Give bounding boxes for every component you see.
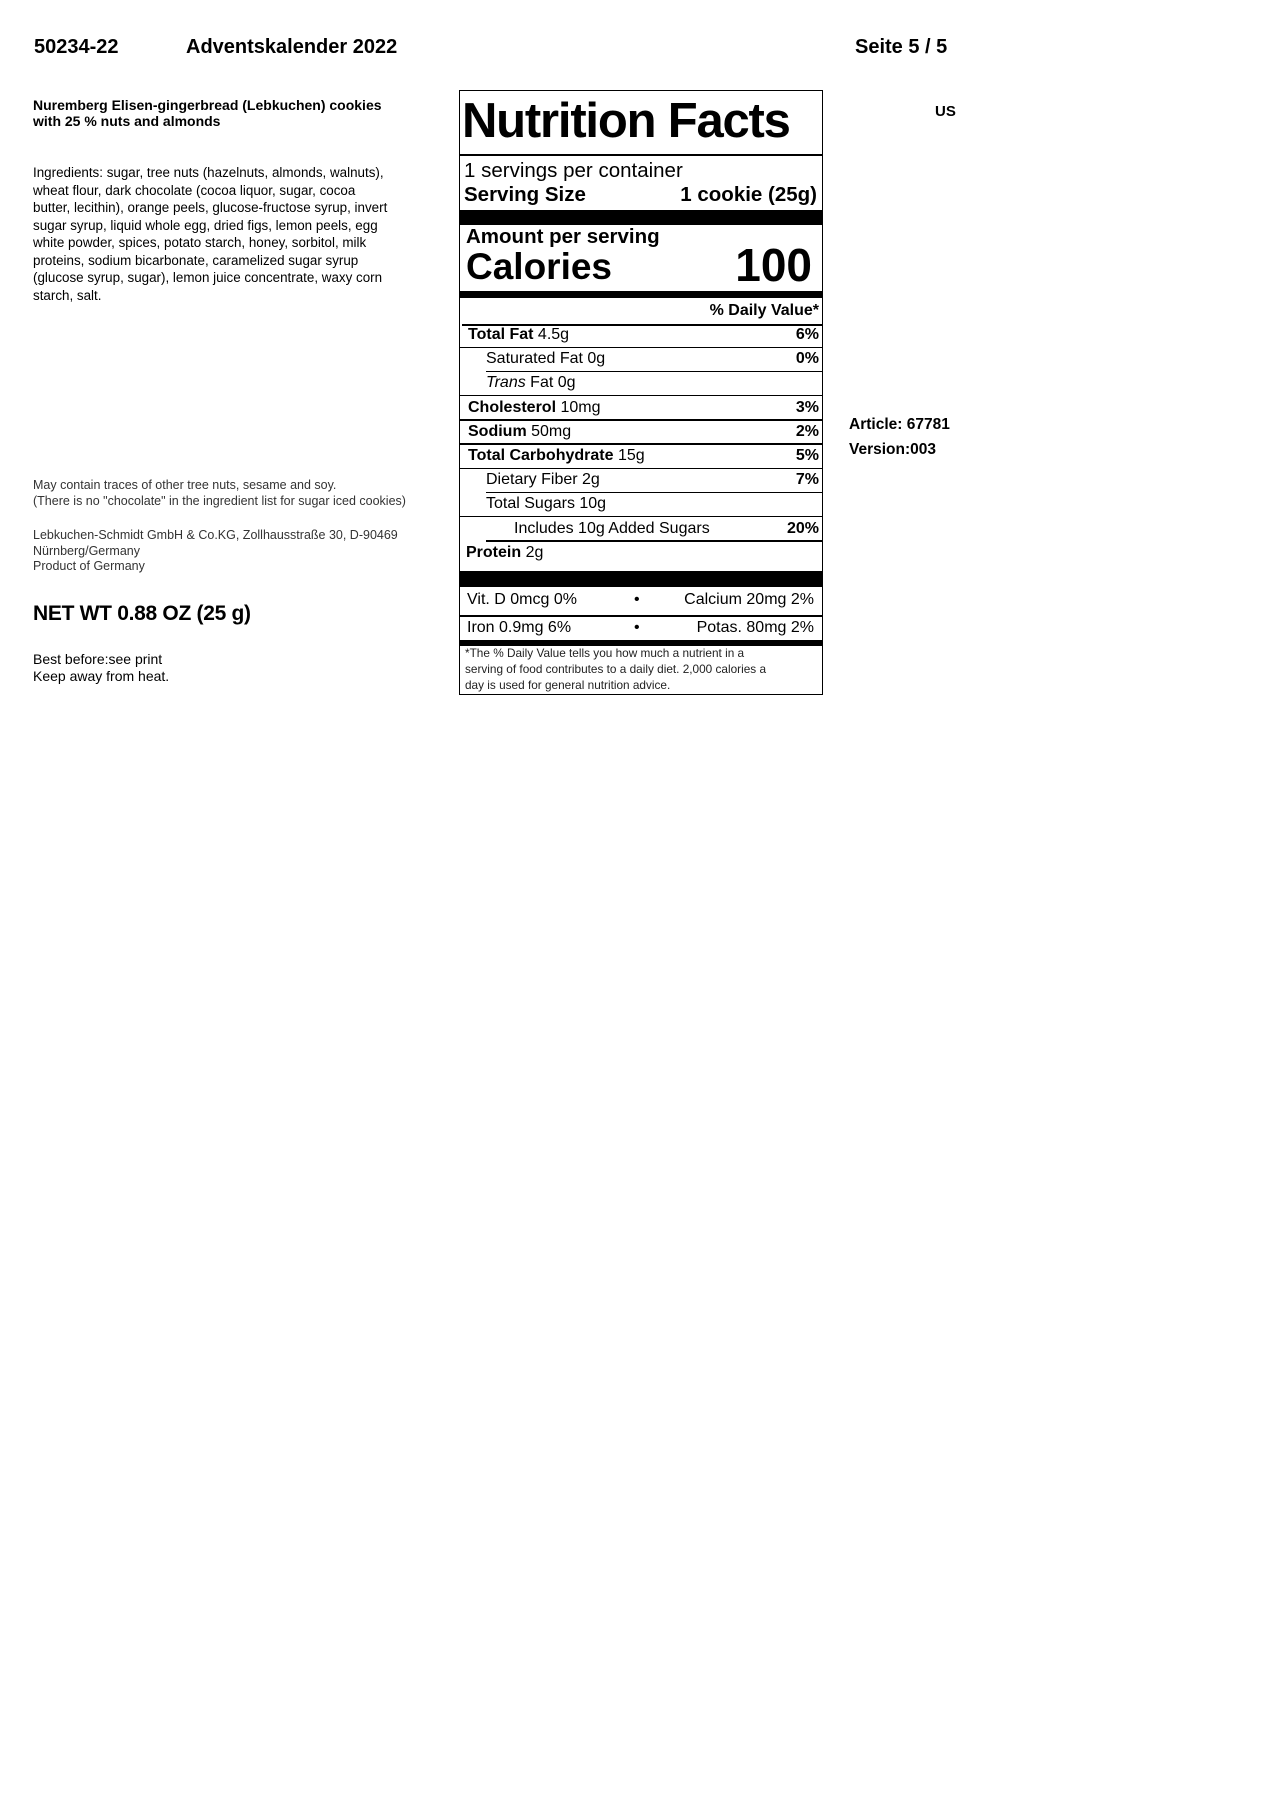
daily-value-percent: 0% bbox=[795, 350, 819, 368]
nutrient-row-sodium bbox=[460, 421, 822, 445]
vitamin-row bbox=[460, 587, 822, 615]
nutrient-name bbox=[468, 326, 569, 344]
nutrient-row-total-sugars bbox=[460, 493, 822, 517]
nutrient-label: Total Fat bbox=[468, 326, 534, 343]
daily-value-percent: 2% bbox=[795, 422, 819, 440]
nutrient-name bbox=[486, 374, 576, 392]
page-indicator: Seite 5 / 5 bbox=[855, 36, 948, 58]
serving-size-value: 1 cookie (25g) bbox=[680, 183, 817, 206]
storage-instruction: Keep away from heat. bbox=[33, 668, 170, 684]
daily-value-percent: 3% bbox=[795, 398, 819, 416]
daily-value-header: % Daily Value* bbox=[709, 302, 819, 319]
footnote-line: day is used for general nutrition advice. bbox=[465, 678, 671, 692]
nutrient-label: Trans bbox=[486, 374, 526, 392]
ingredients-line: sugar syrup, liquid whole egg, dried figs, lemon peels, egg bbox=[33, 217, 378, 233]
ingredients-line: starch, salt. bbox=[33, 287, 102, 303]
nutrient-row-trans-fat bbox=[460, 372, 822, 396]
nutrient-label: Protein bbox=[466, 543, 522, 561]
daily-value-footnote bbox=[465, 645, 805, 693]
thick-divider bbox=[460, 571, 822, 587]
nutrient-label: Total Carbohydrate bbox=[468, 447, 614, 464]
nutrient-row-saturated-fat bbox=[460, 348, 822, 372]
mineral-row bbox=[460, 615, 822, 643]
nutrient-label: Cholesterol bbox=[468, 398, 557, 416]
storage-notes bbox=[33, 651, 443, 685]
nutrient-name bbox=[468, 447, 645, 465]
document-title: Adventskalender 2022 bbox=[186, 36, 398, 58]
ingredients-line: white powder, spices, potato starch, honey, sorbitol, milk bbox=[33, 235, 367, 250]
divider bbox=[460, 154, 822, 156]
allergen-line: (There is no "chocolate" in the ingredient list for sugar iced cookies) bbox=[33, 493, 406, 508]
nutrient-amount: Includes 10g Added Sugars bbox=[514, 519, 710, 537]
nutrient-amount: 2g bbox=[521, 543, 544, 561]
origin-line: Product of Germany bbox=[33, 559, 145, 573]
nutrient-row-dietary-fiber bbox=[460, 469, 822, 493]
nutrient-amount: Saturated Fat 0g bbox=[486, 350, 606, 368]
net-weight: NET WT 0.88 OZ (25 g) bbox=[33, 602, 251, 625]
product-title-line: Nuremberg Elisen-gingerbread (Lebkuchen) cookies bbox=[33, 97, 382, 113]
nutrient-amount: Fat 0g bbox=[525, 374, 576, 392]
nutrient-amount: 50mg bbox=[526, 422, 572, 440]
calories-label: Calories bbox=[466, 246, 613, 287]
daily-value-percent: 6% bbox=[795, 326, 819, 343]
thick-divider bbox=[460, 210, 822, 225]
potassium: Potas. 80mg 2% bbox=[696, 619, 814, 636]
nutrient-amount: Dietary Fiber 2g bbox=[486, 471, 600, 489]
nutrient-label: Sodium bbox=[468, 422, 527, 440]
nutrient-name bbox=[468, 399, 600, 417]
product-title-line: with 25 % nuts and almonds bbox=[33, 113, 221, 129]
nutrient-row-total-carbohydrate bbox=[460, 445, 822, 469]
serving-size-label: Serving Size bbox=[464, 183, 586, 206]
manufacturer-line: Lebkuchen-Schmidt GmbH & Co.KG, Zollhausstraße 30, D-90469 bbox=[33, 528, 398, 542]
ingredients-line: Ingredients: sugar, tree nuts (hazelnuts, almonds, walnuts), bbox=[33, 165, 384, 180]
daily-value-percent: 7% bbox=[795, 471, 819, 489]
manufacturer-info bbox=[33, 528, 443, 575]
iron: Iron 0.9mg 6% bbox=[467, 619, 572, 636]
bullet: • bbox=[634, 591, 640, 608]
ingredients-line: (glucose syrup, sugar), lemon juice concentrate, waxy corn bbox=[33, 270, 383, 285]
nutrient-amount: 10mg bbox=[556, 398, 601, 416]
nutrient-name bbox=[486, 471, 600, 489]
calories-value: 100 bbox=[735, 239, 812, 291]
document-number: 50234-22 bbox=[34, 36, 119, 58]
ingredients-text bbox=[33, 164, 443, 304]
nutrient-name bbox=[466, 544, 543, 562]
ingredients-line: wheat flour, dark chocolate (cocoa liquor, sugar, cocoa bbox=[33, 182, 356, 198]
nutrient-row-total-fat bbox=[460, 324, 822, 348]
nutrient-name bbox=[486, 350, 605, 368]
footnote-line: serving of food contributes to a daily diet. 2,000 calories a bbox=[465, 662, 766, 676]
nutrient-amount: Total Sugars 10g bbox=[486, 495, 607, 513]
manufacturer-line: Nürnberg/Germany bbox=[33, 543, 140, 558]
ingredients-line: proteins, sodium bicarbonate, caramelized sugar syrup bbox=[33, 252, 359, 268]
daily-value-percent: 5% bbox=[795, 447, 819, 464]
bullet: • bbox=[634, 619, 640, 636]
ingredients-line: butter, lecithin), orange peels, glucose-fructose syrup, invert bbox=[33, 200, 388, 215]
servings-per-container: 1 servings per container bbox=[464, 159, 683, 182]
nutrient-name bbox=[514, 520, 710, 538]
product-title bbox=[33, 97, 443, 129]
nutrient-row-added-sugars bbox=[460, 518, 822, 542]
country-code: US bbox=[935, 103, 956, 120]
nutrition-facts-panel bbox=[459, 90, 823, 695]
allergen-line: May contain traces of other tree nuts, sesame and soy. bbox=[33, 478, 337, 492]
version-number: Version:003 bbox=[849, 441, 937, 458]
nutrient-amount: 4.5g bbox=[533, 326, 570, 343]
allergen-statement bbox=[33, 478, 443, 509]
calcium: Calcium 20mg 2% bbox=[684, 591, 814, 608]
vitamin-d: Vit. D 0mcg 0% bbox=[467, 591, 577, 608]
medium-divider bbox=[460, 291, 822, 298]
nutrient-amount: 15g bbox=[613, 447, 645, 464]
nutrient-name bbox=[486, 495, 606, 513]
daily-value-percent: 20% bbox=[786, 519, 819, 537]
amount-per-serving: Amount per serving bbox=[466, 225, 660, 248]
nutrition-facts-title: Nutrition Facts bbox=[462, 94, 790, 148]
article-number: Article: 67781 bbox=[849, 416, 950, 433]
nutrient-row-protein bbox=[460, 542, 822, 566]
article-info bbox=[849, 412, 950, 462]
nutrient-row-cholesterol bbox=[460, 397, 822, 421]
nutrient-name bbox=[468, 423, 571, 441]
footnote-line: *The % Daily Value tells you how much a nutrient in a bbox=[465, 646, 745, 660]
best-before: Best before:see print bbox=[33, 651, 163, 667]
